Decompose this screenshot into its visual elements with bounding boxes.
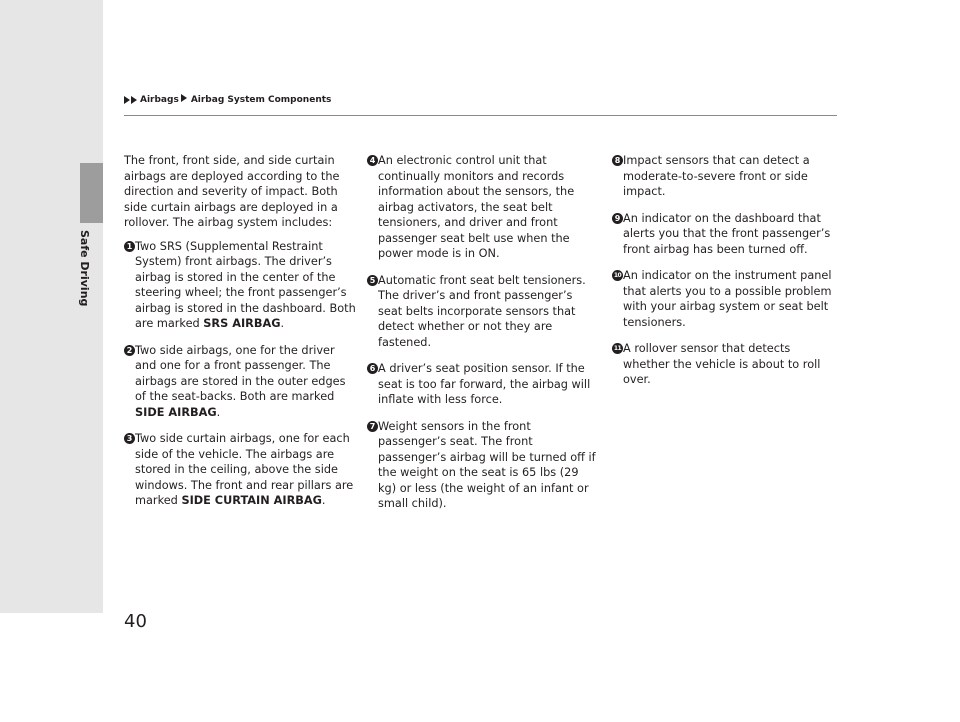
item-number-badge: 9 [612,213,623,224]
item-number-badge: 2 [124,345,135,356]
item-text: An indicator on the dashboard that alerts you that the front passenger’s front airbag has been turned off. [623,211,831,256]
list-item [612,341,840,388]
item-number-badge: 3 [124,433,135,444]
item-number-badge: 5 [367,275,378,286]
breadcrumb [124,94,331,105]
list-item [612,268,840,330]
item-text: A rollover sensor that detects whether the vehicle is about to roll over. [623,342,821,386]
breadcrumb-arrow-icon [131,96,137,104]
item-text: An indicator on the instrument panel that alerts you to a possible problem with your airbag system or seat belt tensioners. [623,269,832,329]
list-item [367,419,599,512]
list-item: 1 Two SRS (Supplemental Restraint System) front airbags. The driver’s airbag is stored in the center of the steering wheel; the front passenger’s airbag is stored in the dashboard. Both are marked SRS AIRBAG. [124,239,356,332]
content-column-2 [367,153,599,523]
item-text: Two side curtain airbags, one for each side of the vehicle. The airbags are stored in the ceiling, above the side windows. The front and rear pillars are marked [135,432,354,507]
item-text: An electronic control unit that continually monitors and records information about the sensors, the airbag activators, the seat belt tensioners, and driver and front passenger seat belt use when the power mode is in ON. [378,154,575,260]
list-item [612,211,840,258]
section-tab-marker [80,163,103,223]
item-text: A driver’s seat position sensor. If the seat is too far forward, the airbag will inflate with less force. [378,362,591,406]
list-item [612,153,840,200]
breadcrumb-arrow-icon [124,96,130,104]
breadcrumb-item-current: Airbag System Components [190,94,332,105]
content-column-3 [612,153,840,399]
content-column-1 [124,153,356,520]
list-item [367,153,599,262]
page-number: 40 [124,611,147,632]
item-number-badge: 6 [367,363,378,374]
item-number-badge: 11 [613,345,622,352]
section-label: Safe Driving [78,230,91,307]
item-text: Weight sensors in the front passenger’s seat. The front passenger’s airbag will be turned off if the weight on the seat is 65 lbs (29 kg) or less (the weight of an infant or small child). [378,419,596,510]
item-label-bold: SRS AIRBAG [203,317,281,330]
item-text: Two side airbags, one for the driver and one for a front passenger. The airbags are stored in the outer edges of the seat-backs. Both are marked [135,343,346,403]
header-divider [124,115,837,116]
item-number-badge: 7 [367,421,378,432]
list-item [367,361,599,408]
item-number-badge: 8 [612,155,623,166]
item-text: Impact sensors that can detect a moderate-to-severe front or side impact. [623,154,810,198]
item-label-bold: SIDE CURTAIN AIRBAG [181,494,322,507]
list-item: 2 Two side airbags, one for the driver and one for a front passenger. The airbags are stored in the outer edges of the seat-backs. Both are marked SIDE AIRBAG. [124,343,356,421]
item-text: Automatic front seat belt tensioners. The driver’s and front passenger’s seat belts incorporate sensors that detect whether or not they are fastened. [378,273,586,349]
intro-paragraph: The front, front side, and side curtain airbags are deployed according to the direction and severity of impact. Both side curtain airbags are deployed in a rollover. The airbag system includes: [124,154,340,229]
section-sidebar [0,0,103,613]
item-label-bold: SIDE AIRBAG [135,405,217,419]
item-number-badge: 4 [367,155,378,166]
list-item [367,273,599,351]
item-number-badge: 1 [124,241,135,252]
item-number-badge: 10 [613,272,622,279]
breadcrumb-item-airbags[interactable]: Airbags [140,94,179,105]
breadcrumb-separator-icon [181,94,187,102]
list-item: 3 Two side curtain airbags, one for each side of the vehicle. The airbags are stored in the ceiling, above the side windows. The front and rear pillars are marked SIDE CURTAIN AIRBAG. [124,431,356,509]
item-text: Two SRS (Supplemental Restraint System) front airbags. The driver’s airbag is stored in the center of the steering wheel; the front passenger’s airbag is stored in the dashboard. Both are marked [135,239,356,330]
